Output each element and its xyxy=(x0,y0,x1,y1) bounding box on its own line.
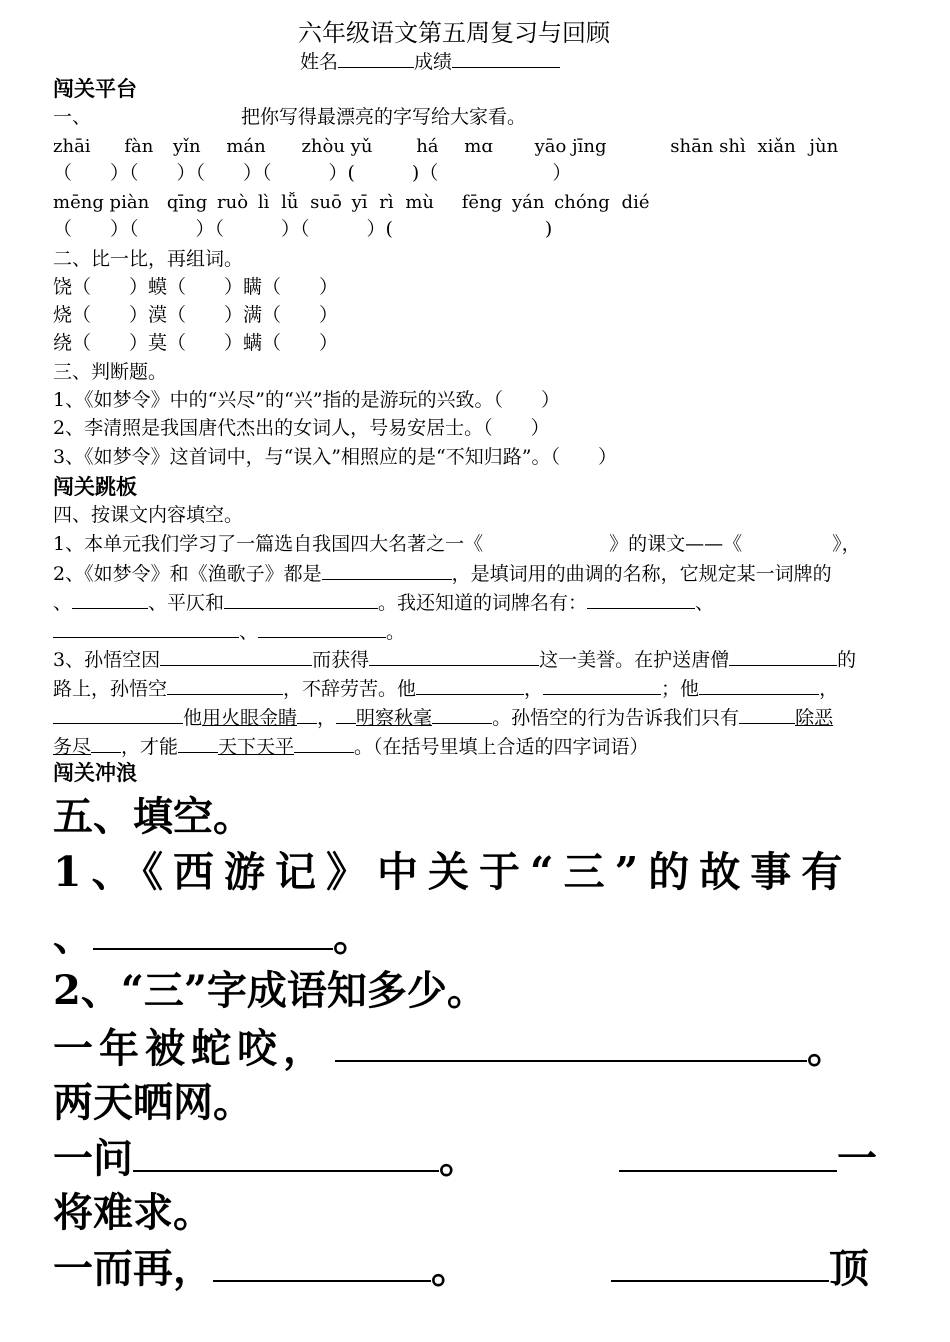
fill-blank[interactable] xyxy=(178,732,218,753)
question-4: 四、按课文内容填空。 xyxy=(53,504,244,526)
question-1-number: 一、 xyxy=(53,106,92,128)
fill-blank[interactable] xyxy=(416,674,524,695)
pinyin: yī xyxy=(351,192,368,213)
pinyin: dié xyxy=(621,192,650,213)
fill-blank[interactable] xyxy=(587,588,695,609)
fill-text: 路上，孙悟空 xyxy=(53,678,168,700)
pinyin: fēng xyxy=(461,192,503,213)
fill-blank[interactable] xyxy=(483,530,609,550)
idiom-text: 一 xyxy=(837,1135,877,1182)
pinyin: fàn xyxy=(124,136,154,157)
idiom-line-2: 两天晒网。 xyxy=(53,1079,253,1126)
fill-text: ， xyxy=(317,707,337,729)
fill-blank[interactable] xyxy=(224,588,378,609)
name-blank[interactable] xyxy=(338,47,414,68)
pinyin: yāo jīng xyxy=(534,136,607,157)
question-5-1-answer xyxy=(53,912,373,962)
pinyin: lǚ xyxy=(281,192,299,213)
fill-text: 、 xyxy=(239,621,259,643)
fill-item-3-line-4 xyxy=(53,732,649,760)
pinyin: xiǎn xyxy=(757,136,796,157)
fill-blank[interactable] xyxy=(432,703,492,724)
fill-blank[interactable] xyxy=(53,703,183,724)
answer-mingcha: 明察秋毫 xyxy=(356,707,433,729)
question-2: 二、比一比，再组词。 xyxy=(53,248,244,270)
pinyin: chóng xyxy=(554,192,610,213)
idiom-text: 。 xyxy=(439,1135,479,1182)
fill-blank[interactable] xyxy=(611,1246,829,1282)
fill-text: 1、本单元我们学习了一篇选自我国四大名著之一《 xyxy=(53,533,484,555)
pinyin: jùn xyxy=(809,136,839,157)
compare-row[interactable]: 饶（ ）蟆（ ）瞒（ ） xyxy=(53,276,339,298)
fill-blank[interactable] xyxy=(160,645,312,666)
pinyin: mɑ xyxy=(464,136,493,157)
fill-text: 的 xyxy=(837,649,857,671)
idiom-line-1 xyxy=(53,1024,853,1074)
fill-text: 。 xyxy=(386,621,406,643)
question-1 xyxy=(53,104,526,130)
fill-text: 他 xyxy=(183,707,203,729)
idiom-text: 顶 xyxy=(829,1245,869,1292)
answer-chu: 除恶 xyxy=(795,707,834,729)
fill-item-2-line-1 xyxy=(53,559,832,587)
pinyin: qīng xyxy=(166,192,208,213)
fill-blank[interactable] xyxy=(93,914,333,950)
fill-blank[interactable] xyxy=(294,732,354,753)
pinyin: ruò xyxy=(217,192,249,213)
pinyin: rì xyxy=(379,192,394,213)
judge-item[interactable]: 1、《如梦令》中的“兴尽”的“兴”指的是游玩的兴致。（ ） xyxy=(53,389,560,411)
fill-item-2-line-3 xyxy=(53,617,405,645)
fill-blank[interactable] xyxy=(742,530,832,550)
pinyin: yán xyxy=(511,192,545,213)
answer-tianxia: 天下天平 xyxy=(218,736,295,758)
idiom-text: 。 xyxy=(431,1245,471,1292)
fill-blank[interactable] xyxy=(543,674,661,695)
question-5: 五、填空。 xyxy=(53,793,253,840)
idiom-line-3 xyxy=(53,1134,877,1184)
pinyin: suō xyxy=(310,192,342,213)
judge-item[interactable]: 3、《如梦令》这首词中，与“误入”相照应的是“不知归路”。（ ） xyxy=(53,446,617,468)
fill-text: 。我还知道的词牌名有： xyxy=(378,592,588,614)
question-3: 三、判断题。 xyxy=(53,361,168,383)
fill-blank[interactable] xyxy=(258,617,386,638)
judge-item[interactable]: 2、李清照是我国唐代杰出的女词人，号易安居士。（ ） xyxy=(53,417,550,439)
question-1-text: 把你写得最漂亮的字写给大家看。 xyxy=(241,106,527,128)
fill-text: 。（在括号里填上合适的四字词语） xyxy=(354,736,649,758)
fill-blank[interactable] xyxy=(213,1246,431,1282)
fill-text: 这一美誉。在护送唐僧 xyxy=(539,649,730,671)
fill-text: 》的课文——《 xyxy=(609,533,743,555)
pinyin: há xyxy=(416,136,439,157)
fill-item-3-line-3 xyxy=(53,703,833,731)
fill-blank[interactable] xyxy=(335,1026,807,1062)
fill-text: ，是填词用的曲调的名称，它规定某一词牌的 xyxy=(451,563,832,585)
score-blank[interactable] xyxy=(452,47,560,68)
name-score-line xyxy=(300,47,560,75)
fill-blank[interactable] xyxy=(369,645,539,666)
compare-row[interactable]: 烧（ ）漠（ ）满（ ） xyxy=(53,304,339,326)
answer-wu: 务尽 xyxy=(53,736,92,758)
fill-text: ；他 xyxy=(661,678,700,700)
fill-blank[interactable] xyxy=(72,588,148,609)
pinyin-row-1 xyxy=(53,134,838,160)
fill-blank[interactable] xyxy=(91,732,121,753)
idiom-line-4: 将难求。 xyxy=(53,1189,213,1236)
fill-blank[interactable] xyxy=(133,1136,439,1172)
fill-text: 。 xyxy=(333,913,373,960)
fill-text: 、平仄和 xyxy=(148,592,225,614)
pinyin: yǐn xyxy=(173,136,201,157)
fill-text: 》， xyxy=(832,533,861,555)
pinyin: zhāi xyxy=(53,136,91,157)
pinyin: mēng piàn xyxy=(53,192,150,213)
fill-text: ， xyxy=(819,678,839,700)
fill-item-3-line-1 xyxy=(53,645,856,673)
name-label: 姓名 xyxy=(300,51,339,73)
fill-text: 、 xyxy=(53,592,73,614)
fill-text: ， xyxy=(524,678,544,700)
section-heading-3: 闯关冲浪 xyxy=(53,761,137,785)
answer-huoyan: 用火眼金睛 xyxy=(202,707,298,729)
idiom-text: 一年被蛇咬， xyxy=(53,1025,329,1072)
compare-row[interactable]: 绕（ ）莫（ ）螨（ ） xyxy=(53,332,339,354)
fill-text: 、 xyxy=(53,913,93,960)
fill-text: ，不辞劳苦。他 xyxy=(283,678,417,700)
fill-text: 2、《如梦令》和《渔歌子》都是 xyxy=(53,563,322,585)
pinyin: lì xyxy=(257,192,270,213)
idiom-text: 。 xyxy=(807,1025,853,1072)
fill-item-1 xyxy=(53,530,861,557)
fill-item-3-line-2 xyxy=(53,674,838,702)
pinyin: zhòu yǔ xyxy=(301,136,373,157)
section-heading-1: 闯关平台 xyxy=(53,77,137,101)
fill-blank[interactable] xyxy=(167,674,283,695)
fill-blank[interactable] xyxy=(297,703,317,724)
fill-blank[interactable] xyxy=(739,703,795,724)
section-heading-2: 闯关跳板 xyxy=(53,475,137,499)
answer-brackets-row-1[interactable]: （ ）（ ）（ ）（ ）( )（ ） xyxy=(53,162,572,184)
fill-text: ，才能 xyxy=(121,736,179,758)
idiom-text: 一问 xyxy=(53,1135,133,1182)
fill-item-2-line-2 xyxy=(53,588,714,616)
score-label: 成绩 xyxy=(414,51,453,73)
pinyin: shān shì xyxy=(670,136,746,157)
fill-blank[interactable] xyxy=(53,617,239,638)
pinyin: mù xyxy=(405,192,435,213)
idiom-text: 一而再， xyxy=(53,1245,213,1292)
fill-text: 3、孙悟空因 xyxy=(53,649,161,671)
fill-blank[interactable] xyxy=(336,703,356,724)
fill-text: 、 xyxy=(695,592,715,614)
fill-text: 。孙悟空的行为告诉我们只有 xyxy=(492,707,740,729)
page-title: 六年级语文第五周复习与回顾 xyxy=(298,19,610,47)
pinyin-row-2 xyxy=(53,190,649,216)
fill-blank[interactable] xyxy=(322,559,452,580)
question-5-1: 1、《西游记》中关于“三”的故事有 xyxy=(53,848,853,896)
fill-text: 而获得 xyxy=(312,649,370,671)
pinyin: mán xyxy=(226,136,266,157)
fill-blank[interactable] xyxy=(619,1136,837,1172)
question-5-2: 2、“三”字成语知多少。 xyxy=(53,967,487,1014)
fill-blank[interactable] xyxy=(699,674,819,695)
fill-blank[interactable] xyxy=(729,645,837,666)
idiom-line-5 xyxy=(53,1244,869,1294)
answer-brackets-row-2[interactable]: （ ）（ ）（ ）（ ）( ) xyxy=(53,218,553,240)
